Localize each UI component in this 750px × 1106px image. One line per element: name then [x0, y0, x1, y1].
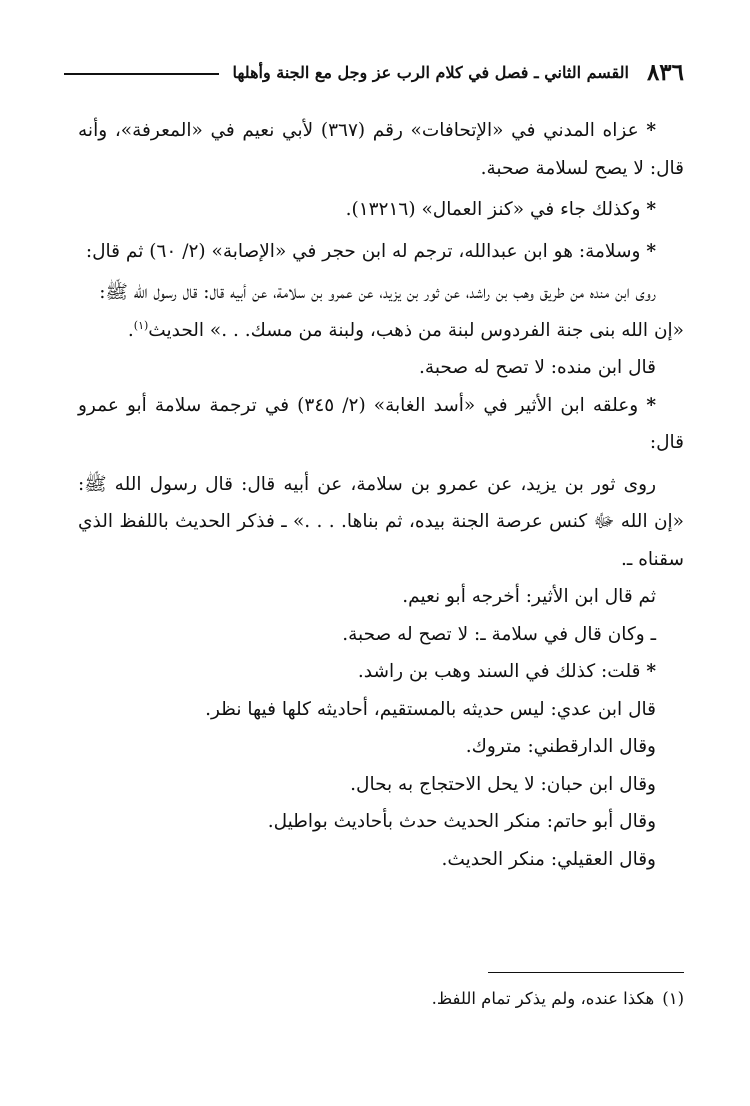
page-number: ٨٣٦ [646, 58, 684, 86]
paragraph [78, 112, 684, 187]
paragraph-text: قال ابن عدي: ليس حديثه بالمستقيم، أحاديثه كلها فيها نظر. [205, 698, 656, 720]
paragraph [78, 387, 684, 462]
paragraph-text: وقال ابن حبان: لا يحل الاحتجاج به بحال. [350, 773, 656, 795]
asterisk-marker: * [646, 394, 656, 416]
paragraph [78, 191, 684, 229]
paragraph [78, 841, 684, 879]
paragraph [78, 312, 684, 350]
paragraph [78, 578, 684, 616]
paragraph [78, 691, 684, 729]
footnote-marker: (١) [662, 989, 684, 1008]
paragraph-text-end: . [127, 319, 134, 341]
paragraph-text: وقال الدارقطني: متروك. [465, 736, 656, 757]
paragraph-text: قلت: كذلك في السند وهب بن راشد. [357, 661, 641, 682]
footnote-separator [488, 972, 684, 973]
paragraph [78, 728, 684, 766]
paragraph [78, 653, 684, 691]
paragraph-text: وسلامة: هو ابن عبدالله، ترجم له ابن حجر في «الإصابة» (٢/ ٦٠) ثم قال: [85, 240, 641, 262]
paragraph [78, 349, 684, 387]
asterisk-marker: * [646, 240, 656, 262]
paragraph [78, 233, 684, 271]
footnote-text: هكذا عنده، ولم يذكر تمام اللفظ. [431, 989, 655, 1008]
main-text [78, 112, 684, 878]
asterisk-marker: * [646, 199, 656, 220]
running-title: القسم الثاني ـ فصل في كلام الرب عز وجل مع الجنة وأهلها [232, 62, 629, 82]
paragraph-text: ـ وكان قال في سلامة ـ: لا تصح له صحبة. [342, 623, 656, 645]
paragraph [78, 803, 684, 841]
paragraph [78, 616, 684, 654]
paragraph-text: ثم قال ابن الأثير: أخرجه أبو نعيم. [402, 586, 656, 607]
header-rule [64, 73, 219, 75]
paragraph [78, 274, 684, 312]
asterisk-marker: * [646, 661, 656, 682]
paragraph-text: روى ثور بن يزيد، عن عمرو بن سلامة، عن أبيه قال: قال رسول الله ﷺ: «إن الله ﷻ كنس عرصة الجنة بيده، ثم بناها. . . .» ـ فذكر الحديث باللفظ الذي سقناه ـ. [78, 473, 684, 570]
paragraph [78, 466, 684, 579]
paragraph-text: «إن الله بنى جنة الفردوس لبنة من ذهب، ولبنة من مسك. . .» الحديث [148, 319, 684, 341]
footnote-reference[interactable]: (١) [133, 318, 149, 332]
paragraph-text: عزاه المدني في «الإتحافات» رقم (٣٦٧) لأبي نعيم في «المعرفة»، وأنه قال: لا يصح لسلامة صحبة. [78, 120, 684, 179]
page-header [64, 52, 684, 92]
paragraph [78, 766, 684, 804]
paragraph-text: وقال أبو حاتم: منكر الحديث حدث بأحاديث بواطيل. [267, 811, 656, 832]
asterisk-marker: * [646, 120, 656, 141]
paragraph-text: روى ابن منده من طريق وهب بن راشد، عن ثور بن يزيد، عن عمرو بن سلامة، عن أبيه قال: قال رسول الله ﷺ: [99, 282, 656, 303]
paragraph-text: وعلقه ابن الأثير في «أسد الغابة» (٢/ ٣٤٥) في ترجمة سلامة أبو عمرو قال: [78, 394, 684, 453]
paragraph-text: وقال العقيلي: منكر الحديث. [441, 848, 656, 870]
paragraph-text: قال ابن منده: لا تصح له صحبة. [419, 357, 656, 378]
paragraph-text: وكذلك جاء في «كنز العمال» (١٣٢١٦). [345, 199, 641, 220]
footnote [78, 984, 684, 1014]
